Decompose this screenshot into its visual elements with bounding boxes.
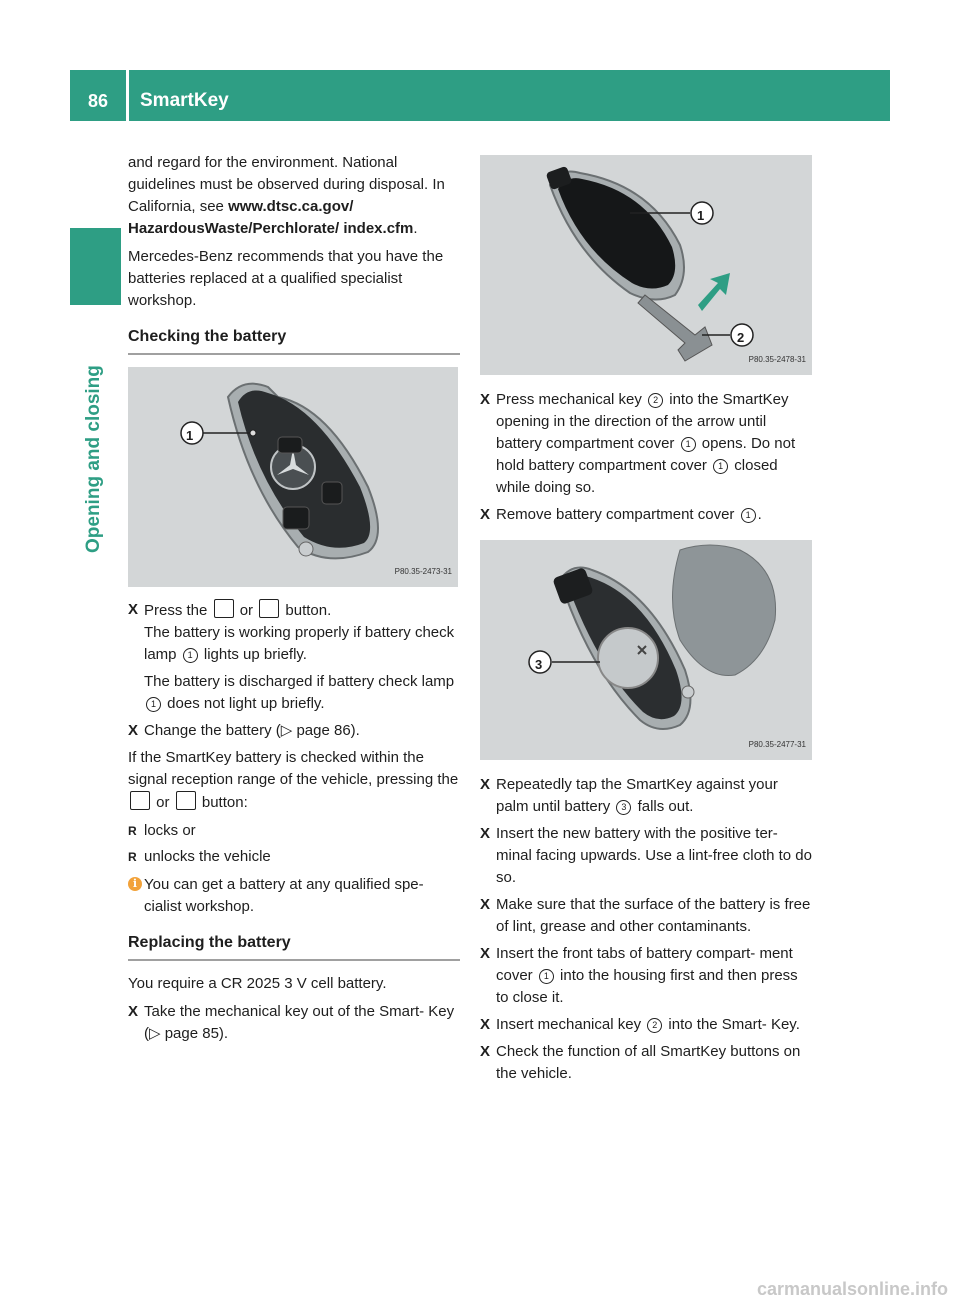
step-check-surface: X Make sure that the surface of the battery is free of lint, grease and other contaminants.	[480, 896, 811, 935]
unlock-icon	[259, 599, 279, 618]
step-marker-icon: X	[480, 825, 491, 842]
callout-1-icon: 1	[539, 969, 554, 984]
step-insert-tabs: X Insert the front tabs of battery compart- ment cover 1 into the housing first and then press to close it.	[480, 945, 798, 1006]
callout-3-icon: 3	[616, 800, 631, 815]
figure-battery-removal	[480, 540, 812, 760]
figure-code: P80.35-2473-31	[394, 567, 452, 576]
right-column	[480, 152, 812, 1090]
bullet-icon: R	[128, 850, 137, 864]
figure-smartkey-check	[128, 367, 458, 587]
callout-1: 1	[697, 208, 705, 223]
smartkey-illustration	[128, 367, 458, 587]
callout-1-icon: 1	[681, 437, 696, 452]
disposal-url[interactable]: www.dtsc.ca.gov/ HazardousWaste/Perchlorate/ index.cfm	[128, 198, 414, 237]
figure-code: P80.35-2478-31	[748, 355, 806, 364]
lock-icon	[214, 599, 234, 618]
callout-1-icon: 1	[183, 648, 198, 663]
callout-1: 1	[186, 428, 194, 443]
step-marker-icon: X	[480, 776, 491, 793]
step-insert-key: X Insert mechanical key 2 into the Smart- Key.	[480, 1014, 812, 1036]
step-marker-icon: X	[480, 896, 491, 913]
section-tab	[70, 228, 121, 305]
battery-requirement: You require a CR 2025 3 V cell battery.	[128, 975, 387, 992]
figure-mechanical-key	[480, 155, 812, 375]
step-change-battery	[128, 720, 460, 742]
bullet-icon: R	[128, 824, 137, 838]
step-marker-icon: X	[480, 1043, 491, 1060]
step-marker-icon: X	[480, 506, 491, 523]
info-icon: i	[128, 877, 142, 891]
step-remove-cover: X Remove battery compartment cover 1 .	[480, 504, 812, 526]
step-marker-icon: X	[128, 722, 139, 739]
lock-icon	[130, 791, 150, 810]
step-tap-smartkey: X Repeatedly tap the SmartKey against your palm until battery 3 falls out.	[480, 776, 778, 815]
check-range-paragraph: If the SmartKey battery is checked within the signal reception range of the vehicle, pressing the or button:	[128, 749, 459, 811]
left-column	[128, 152, 460, 1050]
page-reference-link[interactable]: Change the battery (▷ page 86).	[144, 722, 360, 739]
page-title: SmartKey	[140, 90, 229, 111]
intro-paragraph: and regard for the environment. National guidelines must be observed during disposal. In California, see www.dtsc.ca.gov/ HazardousWaste/Perchlorate/ index.cfm.	[128, 154, 445, 237]
step-marker-icon: X	[480, 391, 491, 408]
heading-replacing-battery: Replacing the battery	[128, 932, 460, 961]
callout-1-icon: 1	[741, 508, 756, 523]
heading-checking-battery: Checking the battery	[128, 326, 460, 355]
section-label: Opening and closing	[83, 365, 104, 553]
figure-code: P80.35-2477-31	[748, 740, 806, 749]
page-header	[70, 70, 890, 121]
unlock-icon	[176, 791, 196, 810]
step-check-function: X Check the function of all SmartKey buttons on the vehicle.	[480, 1043, 801, 1082]
watermark: carmanualsonline.info	[756, 1279, 948, 1299]
page-number: 86	[87, 91, 109, 111]
info-note: i You can get a battery at any qualified spe- cialist workshop.	[128, 874, 460, 918]
recommendation-paragraph: Mercedes-Benz recommends that you have the batteries replaced at a qualified specialist workshop.	[128, 248, 444, 309]
step-press-note: The battery is discharged if battery check lamp 1 does not light up briefly.	[144, 673, 455, 712]
mechanical-key-illustration	[480, 155, 812, 375]
callout-2-icon: 2	[647, 1018, 662, 1033]
step-marker-icon: X	[128, 601, 139, 618]
header-divider	[126, 70, 129, 121]
callout-1-icon: 1	[713, 459, 728, 474]
callout-1-icon: 1	[146, 697, 161, 712]
callout-3: 3	[535, 657, 543, 672]
step-marker-icon: X	[480, 1016, 491, 1033]
callout-2-icon: 2	[648, 393, 663, 408]
callout-2: 2	[737, 330, 745, 345]
list-item: R locks or	[128, 820, 460, 842]
step-insert-battery: X Insert the new battery with the positive ter- minal facing upwards. Use a lint-free cloth to do so.	[480, 825, 812, 886]
step-press-key: X Press mechanical key 2 into the SmartKey opening in the direction of the arrow until battery compartment cover 1 opens. Do not hold battery compartment cover 1 closed while doing so.	[480, 391, 796, 496]
battery-removal-illustration	[480, 540, 812, 760]
step-press-button: X Press the or button. The battery is working properly if battery check lamp 1 lights up briefly.	[128, 601, 455, 663]
list-item: R unlocks the vehicle	[128, 846, 460, 868]
step-marker-icon: X	[128, 1003, 139, 1020]
step-take-key: X Take the mechanical key out of the Smart- Key (▷ page 85).	[128, 1003, 455, 1042]
step-marker-icon: X	[480, 945, 491, 962]
